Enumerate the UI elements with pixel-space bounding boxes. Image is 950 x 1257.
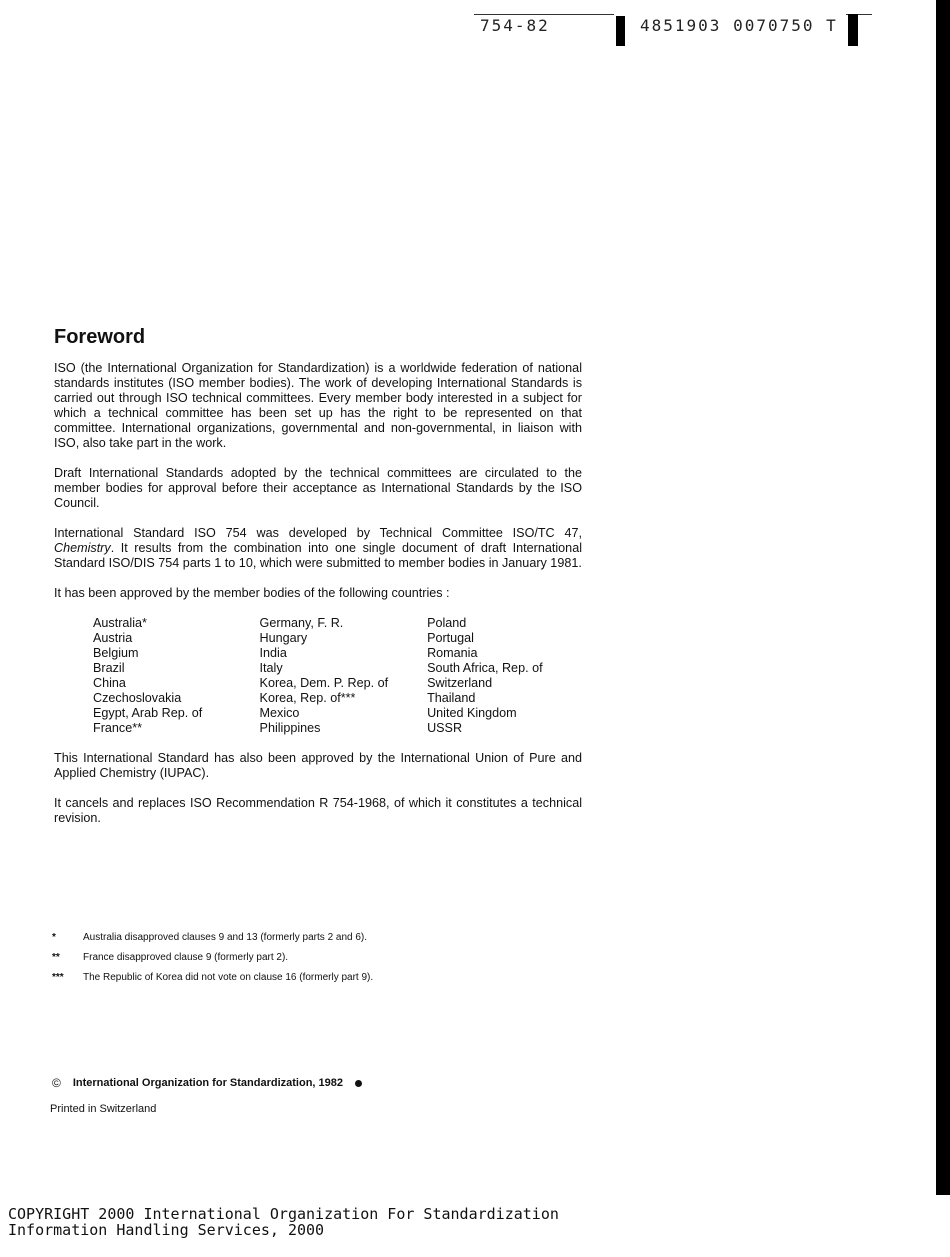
country-item: Hungary: [259, 631, 308, 645]
barcode-marker-left: [616, 16, 625, 46]
country-item: South Africa, Rep. of: [427, 661, 543, 675]
country-item: Italy: [259, 661, 283, 675]
country-item: Egypt, Arab Rep. of: [93, 706, 203, 720]
footnote: [52, 952, 592, 972]
barcode-number: 4851903 0070750 T: [640, 16, 838, 35]
header-rule: [474, 14, 614, 15]
paragraph-approval-intro: It has been approved by the member bodies of the following countries :: [54, 586, 450, 600]
footnote-text: Australia disapproved clauses 9 and 13 (formerly parts 2 and 6).: [83, 932, 368, 943]
paragraph-draft-standards: Draft International Standards adopted by the technical committees are circulated to the member bodies for approval before their acceptance as International Standards by the ISO Council.: [54, 466, 582, 510]
committee-name: Chemistry: [54, 541, 111, 555]
page-title: Foreword: [54, 326, 146, 348]
country-column-1: [93, 616, 260, 736]
country-item: France**: [93, 721, 142, 735]
country-item: Austria: [93, 631, 133, 645]
country-item: Switzerland: [427, 676, 493, 690]
country-item: USSR: [427, 721, 463, 735]
country-item: Portugal: [427, 631, 474, 645]
country-item: India: [259, 646, 287, 660]
footnote: [52, 972, 592, 992]
copyright-text: International Organization for Standardization, 1982: [72, 1077, 343, 1089]
footer-line: COPYRIGHT 2000 International Organization For Standardization: [8, 1205, 559, 1223]
printed-location: Printed in Switzerland: [50, 1103, 157, 1115]
country-item: Poland: [427, 616, 467, 630]
footnote-mark: **: [52, 952, 60, 963]
country-item: Thailand: [427, 691, 476, 705]
paragraph-iupac: This International Standard has also been approved by the International Union of Pure and Applied Chemistry (IUPAC).: [54, 751, 582, 780]
country-item: Belgium: [93, 646, 139, 660]
scan-edge-strip: [936, 0, 950, 1195]
copyright-footer: [8, 1207, 559, 1238]
paragraph-development: [54, 526, 582, 571]
paragraph-cancels: It cancels and replaces ISO Recommendation R 754-1968, of which it constitutes a technical revision.: [54, 796, 582, 825]
footer-line: Information Handling Services, 2000: [8, 1220, 325, 1239]
country-item: Czechoslovakia: [93, 691, 182, 705]
copyright-symbol: ©: [52, 1076, 61, 1090]
country-item: Mexico: [259, 706, 300, 720]
development-text-before: International Standard ISO 754 was developed by Technical Committee ISO/TC 47,: [54, 526, 582, 540]
country-column-3: [427, 616, 582, 736]
paragraph-iso-intro: ISO (the International Organization for Standardization) is a worldwide federation of national standards institutes (ISO member bodies). The work of developing International Standards is carried out through ISO technical committees. Every member body interested in a subject for which a technical committee has been set up has the right to be represented on that committee. International organizations, governmental and non-governmental, in liaison with ISO, also take part in the work.: [54, 361, 582, 450]
copyright-line: [52, 1076, 362, 1090]
country-item: Philippines: [259, 721, 321, 735]
footnote-mark: *: [52, 932, 56, 943]
footnote-mark: ***: [52, 972, 64, 983]
country-item: Korea, Dem. P. Rep. of: [259, 676, 389, 690]
bullet-icon: [355, 1080, 362, 1087]
footnotes: [52, 932, 592, 992]
country-list: [93, 616, 582, 736]
footnote: [52, 932, 592, 952]
country-item: China: [93, 676, 126, 690]
footnote-text: France disapproved clause 9 (formerly part 2).: [83, 952, 289, 963]
country-item: Korea, Rep. of***: [259, 691, 356, 705]
country-item: Brazil: [93, 661, 125, 675]
country-item: Romania: [427, 646, 478, 660]
country-column-2: [260, 616, 428, 736]
document-code: 754-82: [480, 16, 550, 35]
country-item: Germany, F. R.: [259, 616, 344, 630]
footnote-text: The Republic of Korea did not vote on clause 16 (formerly part 9).: [83, 972, 374, 983]
country-item: Australia*: [93, 616, 147, 630]
country-item: United Kingdom: [427, 706, 517, 720]
barcode-marker-right: [848, 14, 858, 46]
foreword-section: [54, 326, 582, 841]
development-text-after: . It results from the combination into one single document of draft International Standard ISO/DIS 754 parts 1 to 10, which were submitted to member bodies in January 1981.: [54, 541, 582, 570]
